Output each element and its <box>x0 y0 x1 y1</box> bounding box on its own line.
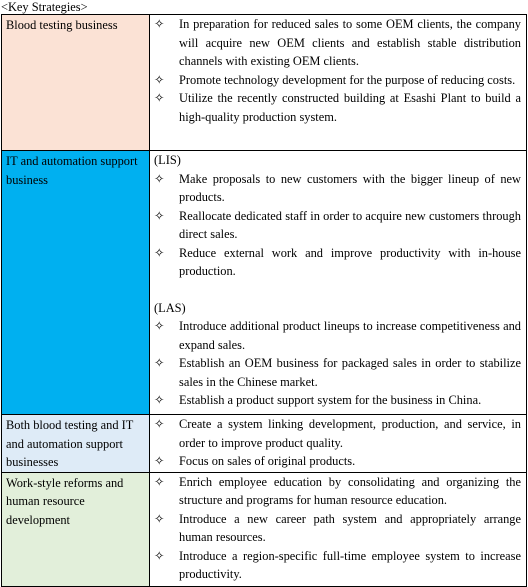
star-bullet-icon: ✧ <box>154 511 165 526</box>
table-row-blood-testing <box>2 15 527 151</box>
row-label: IT and automation support business <box>2 151 150 415</box>
key-strategies-table <box>1 14 527 587</box>
list-item: ✧ Reallocate dedicated staff in order to acquire new customers through direct sales. <box>154 207 521 244</box>
list-item: ✧ Focus on sales of original products. <box>154 452 521 471</box>
group-heading-las: (LAS) <box>154 300 186 315</box>
table-row-work-style <box>2 472 527 586</box>
star-bullet-icon: ✧ <box>154 208 165 223</box>
row-label: Both blood testing and IT and automation support businesses <box>2 415 150 473</box>
list-item: ✧ Introduce additional product lineups to increase competitiveness and expand sales. <box>154 317 521 354</box>
star-bullet-icon: ✧ <box>154 171 165 186</box>
star-bullet-icon: ✧ <box>154 393 165 407</box>
star-bullet-icon: ✧ <box>154 72 165 87</box>
list-item: ✧ Create a system linking development, production, and service, in order to improve product quality. <box>154 415 521 452</box>
star-bullet-icon: ✧ <box>154 474 165 489</box>
star-bullet-icon: ✧ <box>154 245 165 260</box>
table-caption: <Key Strategies> <box>1 0 88 14</box>
row-items <box>150 472 527 586</box>
star-bullet-icon: ✧ <box>154 319 165 333</box>
table-row-it-automation <box>2 151 527 415</box>
list-item: ✧ Utilize the recently constructed building at Esashi Plant to build a high-quality production system. <box>154 89 521 126</box>
star-bullet-icon: ✧ <box>154 548 165 563</box>
row-items <box>150 415 527 473</box>
star-bullet-icon: ✧ <box>154 17 165 31</box>
list-item: ✧ In preparation for reduced sales to some OEM clients, the company will acquire new OEM clients and establish stable distribution channels with existing OEM clients. <box>154 15 521 71</box>
star-bullet-icon: ✧ <box>154 91 165 105</box>
star-bullet-icon: ✧ <box>154 356 165 370</box>
list-item: ✧ Enrich employee education by consolidating and organizing the structure and programs for human resource education. <box>154 473 521 510</box>
list-item: ✧ Establish an OEM business for packaged sales in order to stabilize sales in the Chinese market. <box>154 354 521 391</box>
group-heading-lis: (LIS) <box>154 153 181 167</box>
star-bullet-icon: ✧ <box>154 417 165 431</box>
row-items <box>150 151 527 415</box>
list-item: ✧ Introduce a new career path system and appropriately arrange human resources. <box>154 510 521 547</box>
row-label: Work-style reforms and human resource development <box>2 472 150 586</box>
star-bullet-icon: ✧ <box>154 454 165 468</box>
row-items <box>150 15 527 151</box>
list-item: ✧ Make proposals to new customers with the bigger lineup of new products. <box>154 170 521 207</box>
list-item: ✧ Introduce a region-specific full-time employee system to increase productivity. <box>154 547 521 584</box>
table-row-both-businesses <box>2 415 527 473</box>
list-item: ✧ Promote technology development for the purpose of reducing costs. <box>154 71 521 90</box>
list-item: ✧ Reduce external work and improve productivity with in-house production. <box>154 244 521 281</box>
row-label: Blood testing business <box>2 15 150 151</box>
list-item: ✧ Establish a product support system for the business in China. <box>154 391 521 410</box>
